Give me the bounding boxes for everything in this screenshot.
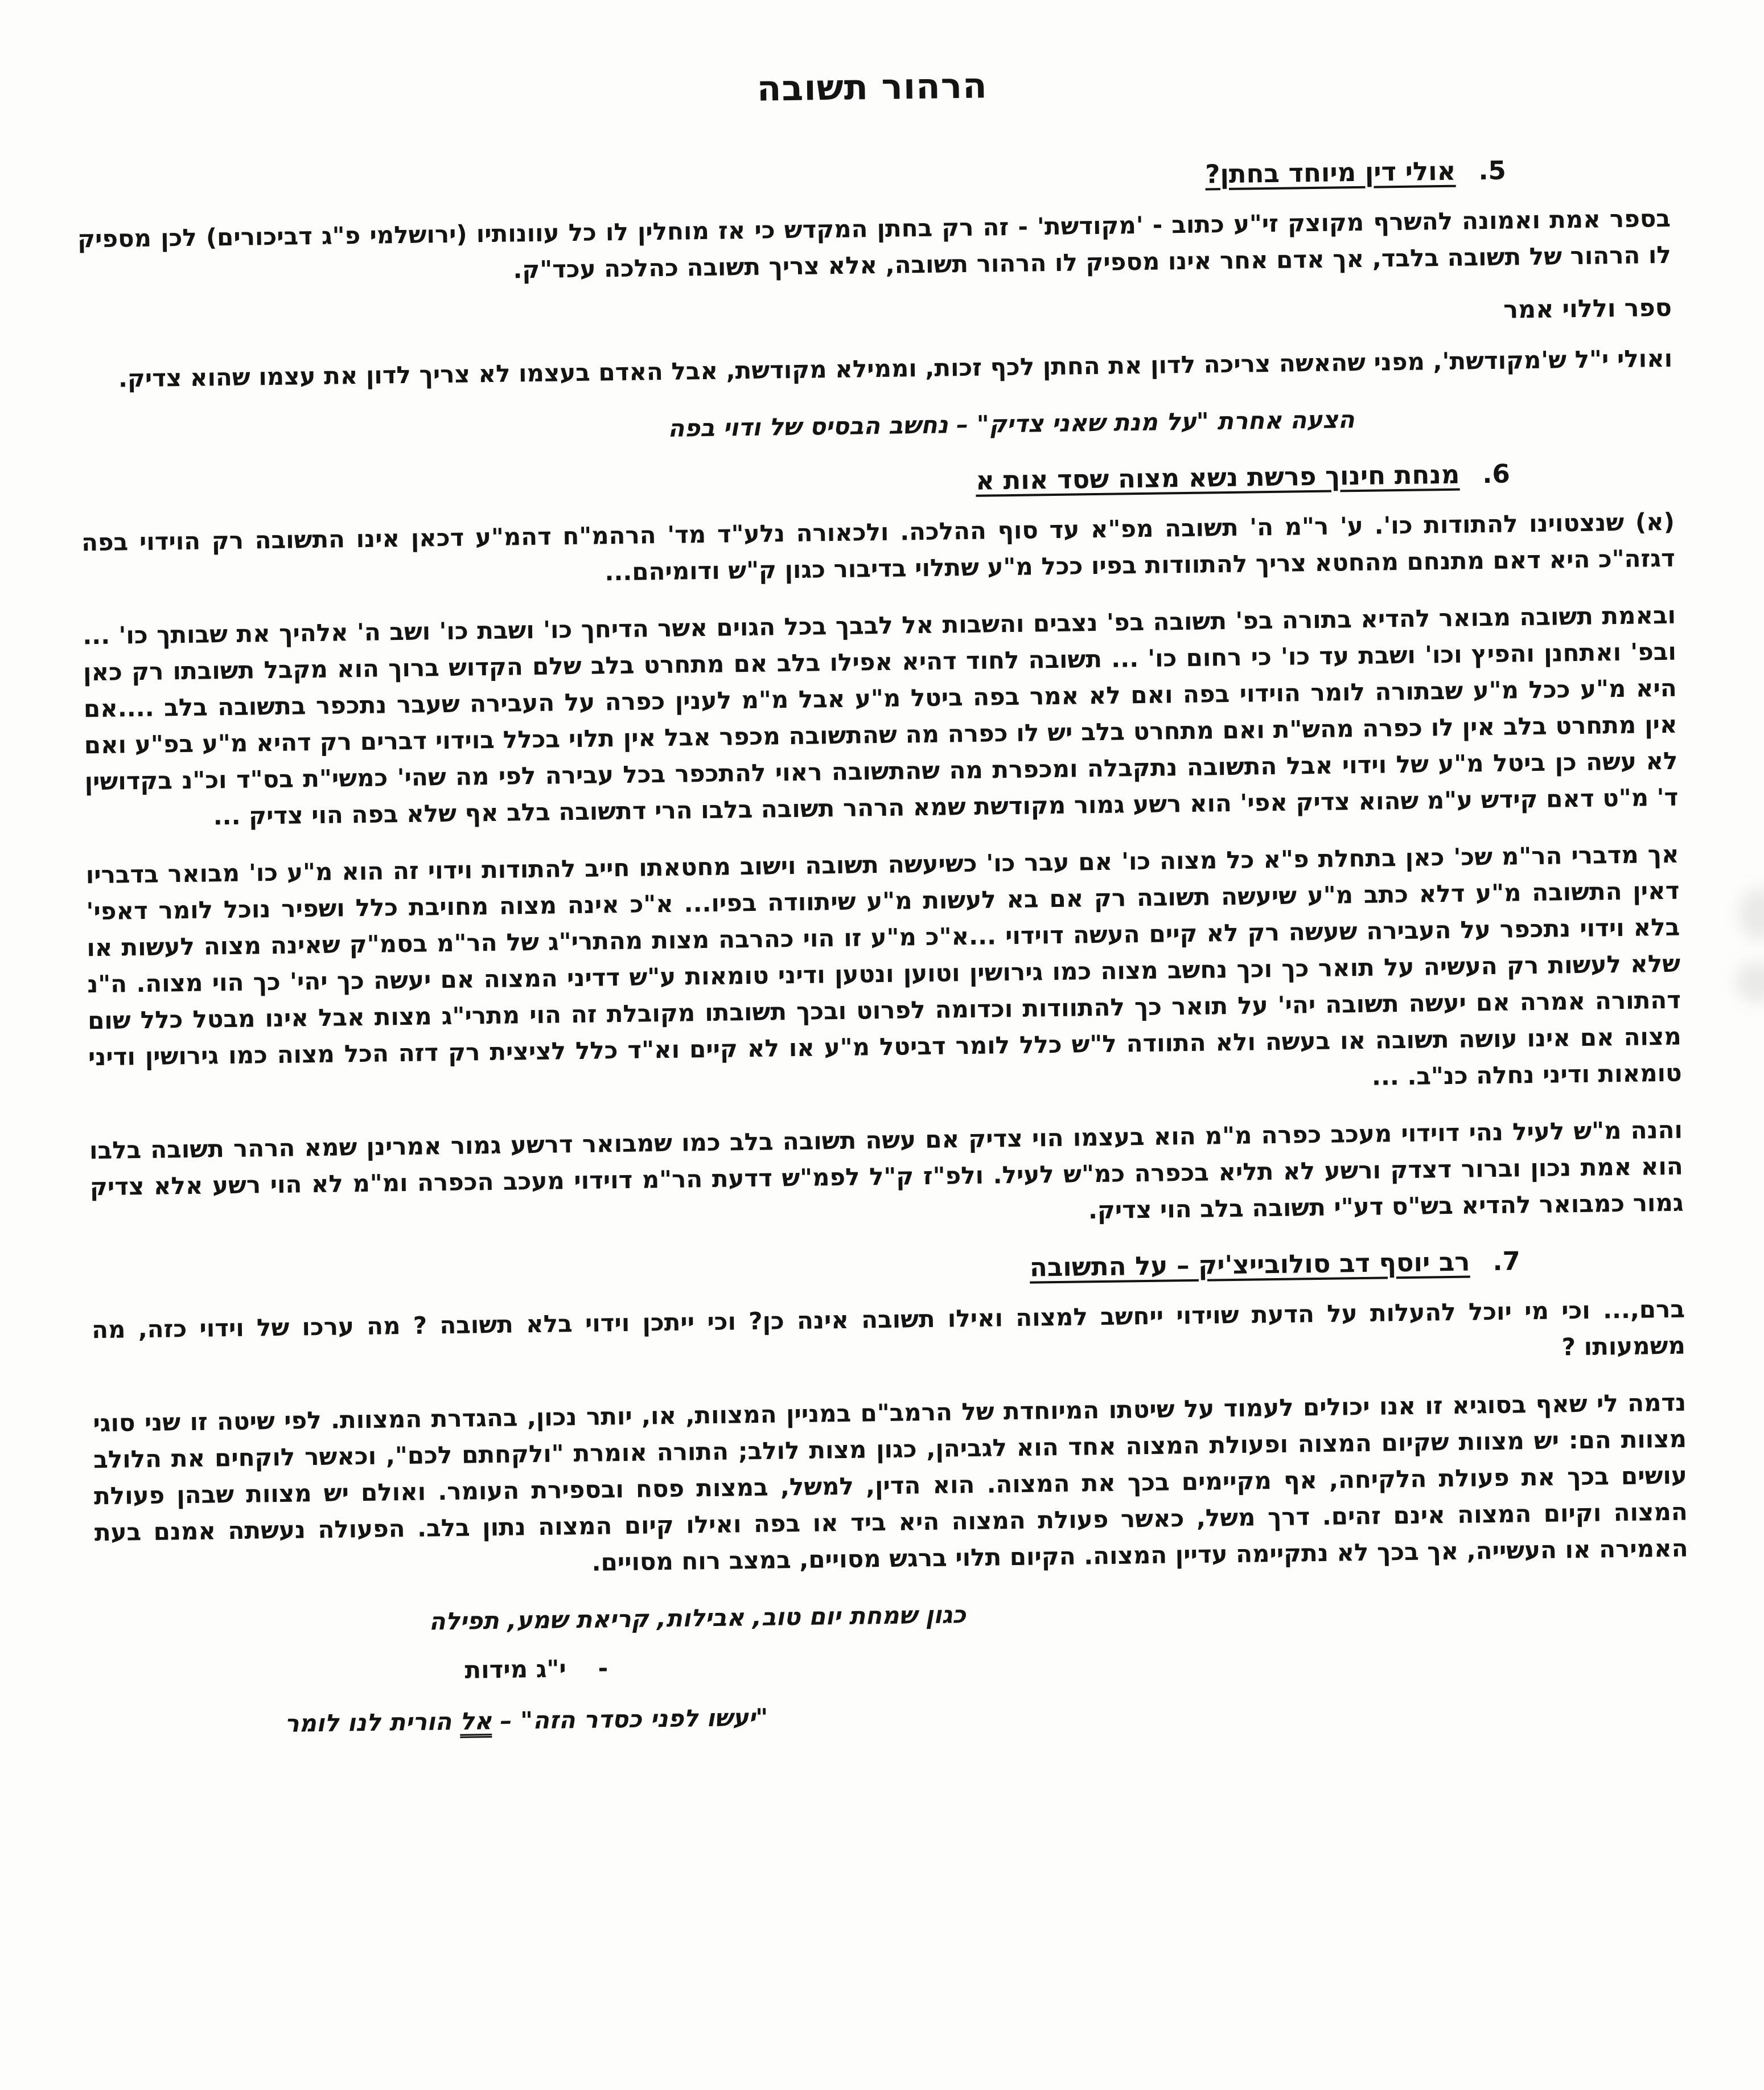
section-5-paragraph: בספר אמת ואמונה להשרף מקוצק זי"ע כתוב - 'מקודשת' - זה רק בחתן המקדש כי אז מוחלין לו כל עוונותיו (ירושלמי פ"ג דביכורים) לכן מספיק לו הרהור של תשובה בלבד, אך אדם אחר אינו מספיק לו הרהור תשובה, אלא צריך תשובה כהלכה עכד"ק. — [77, 204, 1672, 284]
examples-line: כגון שמחת יום טוב, אבילות, קריאת שמע, תפילה — [429, 1600, 967, 1636]
section-7-title: רב יוסף דב סולובייצ'יק – על התשובה — [1029, 1246, 1470, 1283]
list-dash: - — [598, 1654, 608, 1682]
page-title: הרהור תשובה — [756, 64, 988, 109]
section-7-number: 7. — [1492, 1246, 1521, 1277]
section-6-number: 6. — [1482, 458, 1511, 490]
list-item-thirteen-attributes — [96, 1650, 608, 1693]
quote-emphasized-word: אל — [459, 1707, 492, 1735]
section-7-heading — [91, 1246, 1520, 1295]
sefer-velevi-heading: ספר וללוי אמר — [1503, 293, 1672, 325]
quote-suffix: הורית לנו לומר — [284, 1707, 460, 1738]
quote-prefix: "יעשו לפני כסדר הזה" – — [491, 1703, 768, 1735]
list-item-label: י"ג מידות — [464, 1654, 566, 1684]
section-5-heading — [77, 155, 1506, 204]
section-7-paragraph-b: נדמה לי שאף בסוגיא זו אנו יכולים לעמוד על שיטתו המיוחדת של הרמב"ם במניין המצוות, או, יותר נכון, בהגדרת המצוות. לפי שיטה זו שני סוגי מצוות הם: יש מצוות שקיום המצוה ופעולת המצוה אחד הוא לגביהן, כגון מצות לולב; התורה אומרת "ולקחתם לכם", וכאשר לוקחים את הלולב עושים בכך את פעולת הלקיחה, אף מקיימים בכך את המצוה. הוא הדין, למשל, במצות פסח ובספירת העומר. ואולם יש מצוות שבהן פעולת המצוה וקיום המצוה אינם זהים. דרך משל, כאשר פעולת המצוה היא ביד או בפה ואילו קיום המצוה נתון בלב. הפעולה נעשתה אמנם בעת האמירה או העשייה, אך בכך לא נתקיימה עדיין המצוה. הקיום תלוי ברגש מסויים, במצב רוח מסויים. — [93, 1388, 1688, 1576]
section-5-title: אולי דין מיוחד בחתן? — [1204, 155, 1456, 190]
section-6-heading — [81, 459, 1510, 508]
sefer-velevi-paragraph: ואולי י"ל ש'מקודשת', מפני שהאשה צריכה לדון את החתן לכף זכות, וממילא מקודשת, אבל האדם בעצמו לא צריך לדון את עצמו שהוא צדיק. — [118, 344, 1673, 393]
section-5-number: 5. — [1478, 155, 1507, 186]
section-6-paragraph-c: אך מדברי הר"מ שכ' כאן בתחלת פ"א כל מצוה כו' אם עבר כו' כשיעשה תשובה וישוב מחטאתו חייב להתודות וידוי זה הוא מ"ע כו' מבואר בדבריו דאין התשובה מ"ע דלא כתב מ"ע שיעשה תשובה רק אם בא לעשות מ"ע שיתוודה בפיו... א"כ אינה מצוה מחויבת כלל ושפיר נוכל לומר דאפי' בלא וידוי נתכפר על העבירה שעשה רק לא קיים העשה דוידוי ...א"כ מ"ע זו הוי כהרבה מצות מהתרי"ג של הר"מ בסמ"ק שאינה מצוה לעשות או שלא לעשות רק העשיה על תואר כך וכך נחשב מצוה כמו גירושין וטוען ונטען ודיני טומאות ע"ש דדיני המצוה אם יעשה כך יהי' כך הוי מצוה. ה"נ דהתורה אמרה אם יעשה תשובה יהי' על תואר כך להתוודות וכדומה לפרוט ובכך תשובתו מקובלת זה הוי מתרי"ג מצות אבל אינו מבטל כלל שום מצוה אם אינו עושה תשובה או בעשה ולא התוודה ל"ש כלל לומר דביטל מ"ע או לא קיים וא"ד כלל לציצית רק דזה הכל מצוה כמו גירושין ודיני טומאות ודיני נחלה כנ"ב. ... — [85, 840, 1682, 1091]
closing-quote-line — [97, 1699, 768, 1744]
section-6-paragraph-d: והנה מ"ש לעיל נהי דוידוי מעכב כפרה מ"מ הוא בעצמו הוי צדיק אם עשה תשובה בלב כמו שמבואר דרשע גמור אמרינן שמא הרהר תשובה בלבו הוא אמת נכון וברור דצדק ורשע לא תליא בכפרה כמ"ש לעיל. ולפ"ז ק"ל לפמ"ש דדעת הר"מ דוידוי מעכב הכפרה ומ"מ לא הוי רשע אלא צדיק גמור כמבואר להדיא בש"ס דע"י תשובה בלב הוי צדיק. — [89, 1115, 1684, 1225]
section-6-paragraph-b: ובאמת תשובה מבואר להדיא בתורה בפ' תשובה בפ' נצבים והשבות אל לבבך בכל הגוים אשר הדיחך כו' ושבת כו' ושב ה' אלהיך את שבותך כו' ... ובפ' ואתחנן והפיץ וכו' ושבת עד כו' כי רחום כו' ... תשובה לחוד דהיא אפילו בלב אם מתחרט בלב שלם הקדוש ברוך הוא מקבל תשובתו רק כאן היא מ"ע ככל מ"ע שבתורה לומר הוידוי בפה ואם לא אמר בפה ביטל מ"ע אבל מ"מ לענין כפרה על העבירה שעבר נתכפר בתשובה בלב ....אם אין מתחרט בלב אין לו כפרה מהש"ת ואם מתחרט בלב יש לו כפרה מה שהתשובה מכפר אבל אין תלוי בכלל בוידוי דברים רק דהיא מ"ע בפ"ע ואם לא עשה כן ביטל מ"ע של וידוי אבל התשובה נתקבלה ומכפרת מה שהתשובה ראוי להתכפר בכל עבירה לפי מה שהי' כמשי"ת בס"ד וכ"נ בקדושין ד' מ"ט דאם קידש ע"מ שהוא צדיק אפי' הוא רשע גמור מקודשת שמא הרהר תשובה בלבו הרי דתשובה בלב אף שלא בפה הוי צדיק ... — [82, 601, 1679, 831]
section-7-paragraph-a: ברם,... וכי מי יוכל להעלות על הדעת שוידוי ייחשב למצוה ואילו תשובה אינה כן? וכי ייתכן וידוי בלא תשובה ? מה ערכו של וידוי כזה, מה משמעותו ? — [91, 1295, 1686, 1361]
section-6-title: מנחת חינוך פרשת נשא מצוה שסד אות א — [975, 459, 1460, 496]
alternate-proposal-note: הצעה אחרת "על מנת שאני צדיק" – נחשב הבסיס של ודוי בפה — [668, 405, 1355, 442]
section-6-paragraph-a: (א) שנצטוינו להתודות כו'. ע' ר"מ ה' תשובה מפ"א עד סוף ההלכה. ולכאורה נלע"ד מד' הרהמ"ח דהמ"ע דכאן אינו התשובה רק הוידוי בפה דגזה"כ היא דאם מתנחם מהחטא צריך להתוודות בפיו ככל מ"ע שתלוי בדיבור כגון ק"ש ודומיהם... — [81, 507, 1676, 586]
